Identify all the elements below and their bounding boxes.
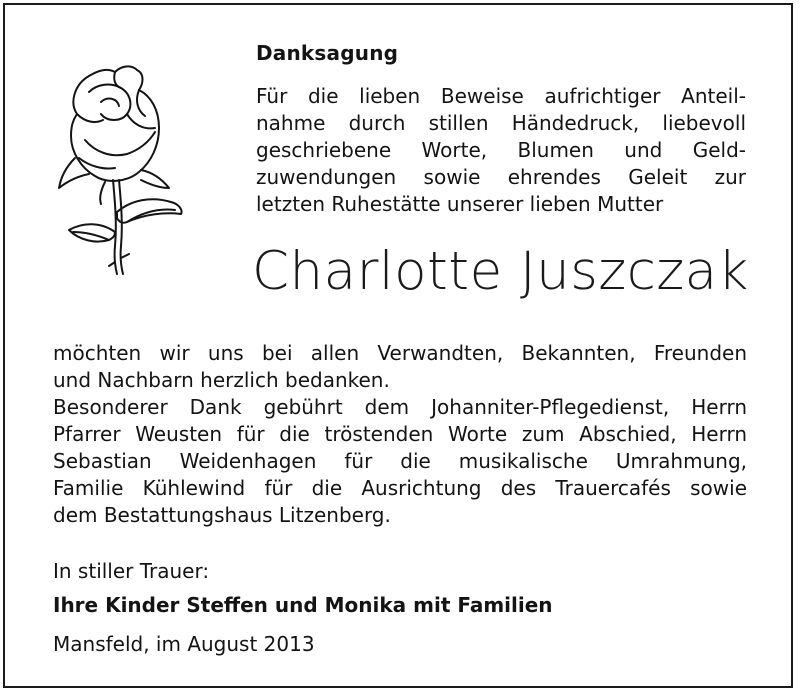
thanks-line: Sebastian Weidenhagen für die musikalische Umrahmung, (53, 449, 747, 473)
rose-icon (55, 62, 185, 277)
thanks-line: Familie Kühlewind für die Ausrichtung des Trauercafés sowie (53, 476, 747, 500)
mourning-label: In stiller Trauer: (53, 559, 210, 583)
thanks-line: Besonderer Dank gebührt dem Johanniter-Pflegedienst, Herrn (53, 395, 747, 419)
intro-line: zuwendungen sowie ehrendes Geleit zur (256, 165, 746, 189)
family-signature: Ihre Kinder Steffen und Monika mit Familien (53, 593, 553, 617)
thanks-line: möchten wir uns bei allen Verwandten, Bekannten, Freunden (53, 341, 747, 365)
thanks-line: Pfarrer Weusten für die tröstenden Worte zum Abschied, Herrn (53, 422, 747, 446)
thanks-line: und Nachbarn herzlich bedanken. (53, 368, 390, 392)
intro-line: Für die lieben Beweise aufrichtiger Anteil- (256, 84, 746, 108)
thanks-paragraph (53, 340, 747, 529)
deceased-name: Charlotte Juszczak (252, 241, 749, 302)
intro-line: nahme durch stillen Händedruck, liebevoll (256, 111, 746, 135)
thanks-line: dem Bestattungshaus Litzenberg. (53, 503, 391, 527)
place-date: Mansfeld, im August 2013 (53, 632, 315, 656)
intro-line: letzten Ruhestätte unserer lieben Mutter (256, 192, 664, 216)
notice-heading: Danksagung (256, 41, 399, 65)
intro-line: geschriebene Worte, Blumen und Geld- (256, 138, 746, 162)
intro-paragraph (256, 83, 746, 218)
